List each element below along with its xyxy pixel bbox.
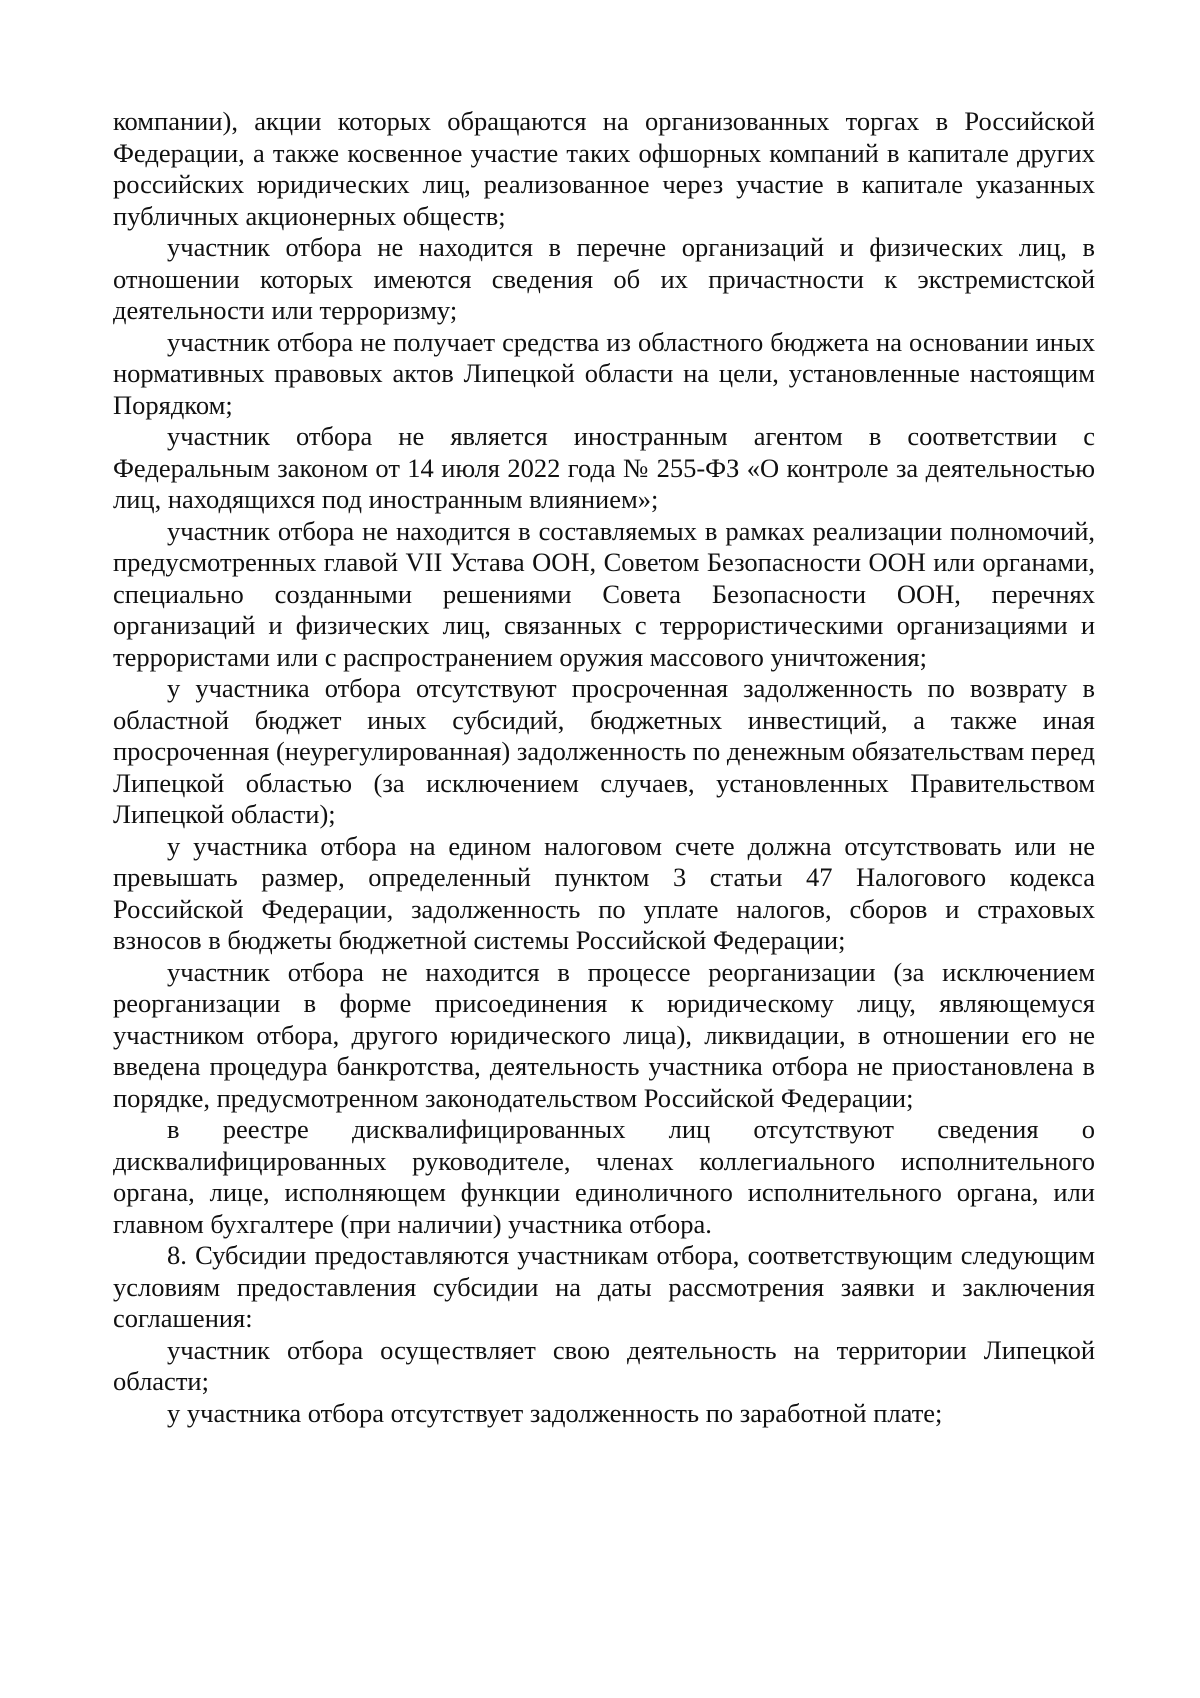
- paragraph-un-lists: участник отбора не находится в составляемых в рамках реализации полномочий, предусмотренных главой VII Устава ООН, Советом Безопасности ООН или органами, специально созданными решениями Совета Безопасности ООН, перечнях организаций и физических лиц, связанных с террористическими организациями и террористами или с распространением оружия массового уничтожения;: [113, 515, 1095, 672]
- paragraph-tax-account: у участника отбора на едином налоговом счете должна отсутствовать или не превышать размер, определенный пунктом 3 статьи 47 Налогового кодекса Российской Федерации, задолженность по уплате налогов, сборов и страховых взносов в бюджеты бюджетной системы Российской Федерации;: [113, 830, 1095, 955]
- paragraph-regional-budget: участник отбора не получает средства из областного бюджета на основании иных нормативных правовых актов Липецкой области на цели, установленные настоящим Порядком;: [113, 326, 1095, 420]
- paragraph-disqualified-persons: в реестре дисквалифицированных лиц отсутствуют сведения о дисквалифицированных руководителе, членах коллегиального исполнительного органа, лице, исполняющем функции единоличного исполнительного органа, или главном бухгалтере (при наличии) участника отбора.: [113, 1114, 1095, 1239]
- document-body: [113, 106, 1095, 1429]
- paragraph-territory: участник отбора осуществляет свою деятельность на территории Липецкой области;: [113, 1334, 1095, 1396]
- paragraph-offshore-continuation: компании), акции которых обращаются на организованных торгах в Российской Федерации, а также косвенное участие таких офшорных компаний в капитале других российских юридических лиц, реализованное через участие в капитале указанных публичных акционерных обществ;: [113, 106, 1095, 231]
- paragraph-overdue-debt: у участника отбора отсутствуют просроченная задолженность по возврату в областной бюджет иных субсидий, бюджетных инвестиций, а также иная просроченная (неурегулированная) задолженность по денежным обязательствам перед Липецкой областью (за исключением случаев, установленных Правительством Липецкой области);: [113, 673, 1095, 829]
- paragraph-extremism: участник отбора не находится в перечне организаций и физических лиц, в отношении которых имеются сведения об их причастности к экстремистской деятельности или терроризму;: [113, 232, 1095, 325]
- paragraph-foreign-agent: участник отбора не является иностранным агентом в соответствии с Федеральным законом от 14 июля 2022 года № 255-ФЗ «О контроле за деятельностью лиц, находящихся под иностранным влиянием»;: [113, 421, 1095, 514]
- paragraph-item-8: 8. Субсидии предоставляются участникам отбора, соответствующим следующим условиям предоставления субсидии на даты рассмотрения заявки и заключения соглашения:: [113, 1240, 1095, 1333]
- paragraph-reorganization: участник отбора не находится в процессе реорганизации (за исключением реорганизации в форме присоединения к юридическому лицу, являющемуся участником отбора, другого юридического лица), ликвидации, в отношении его не введена процедура банкротства, деятельность участника отбора не приостановлена в порядке, предусмотренном законодательством Российской Федерации;: [113, 956, 1095, 1113]
- paragraph-wages: у участника отбора отсутствует задолженность по заработной плате;: [167, 1397, 943, 1428]
